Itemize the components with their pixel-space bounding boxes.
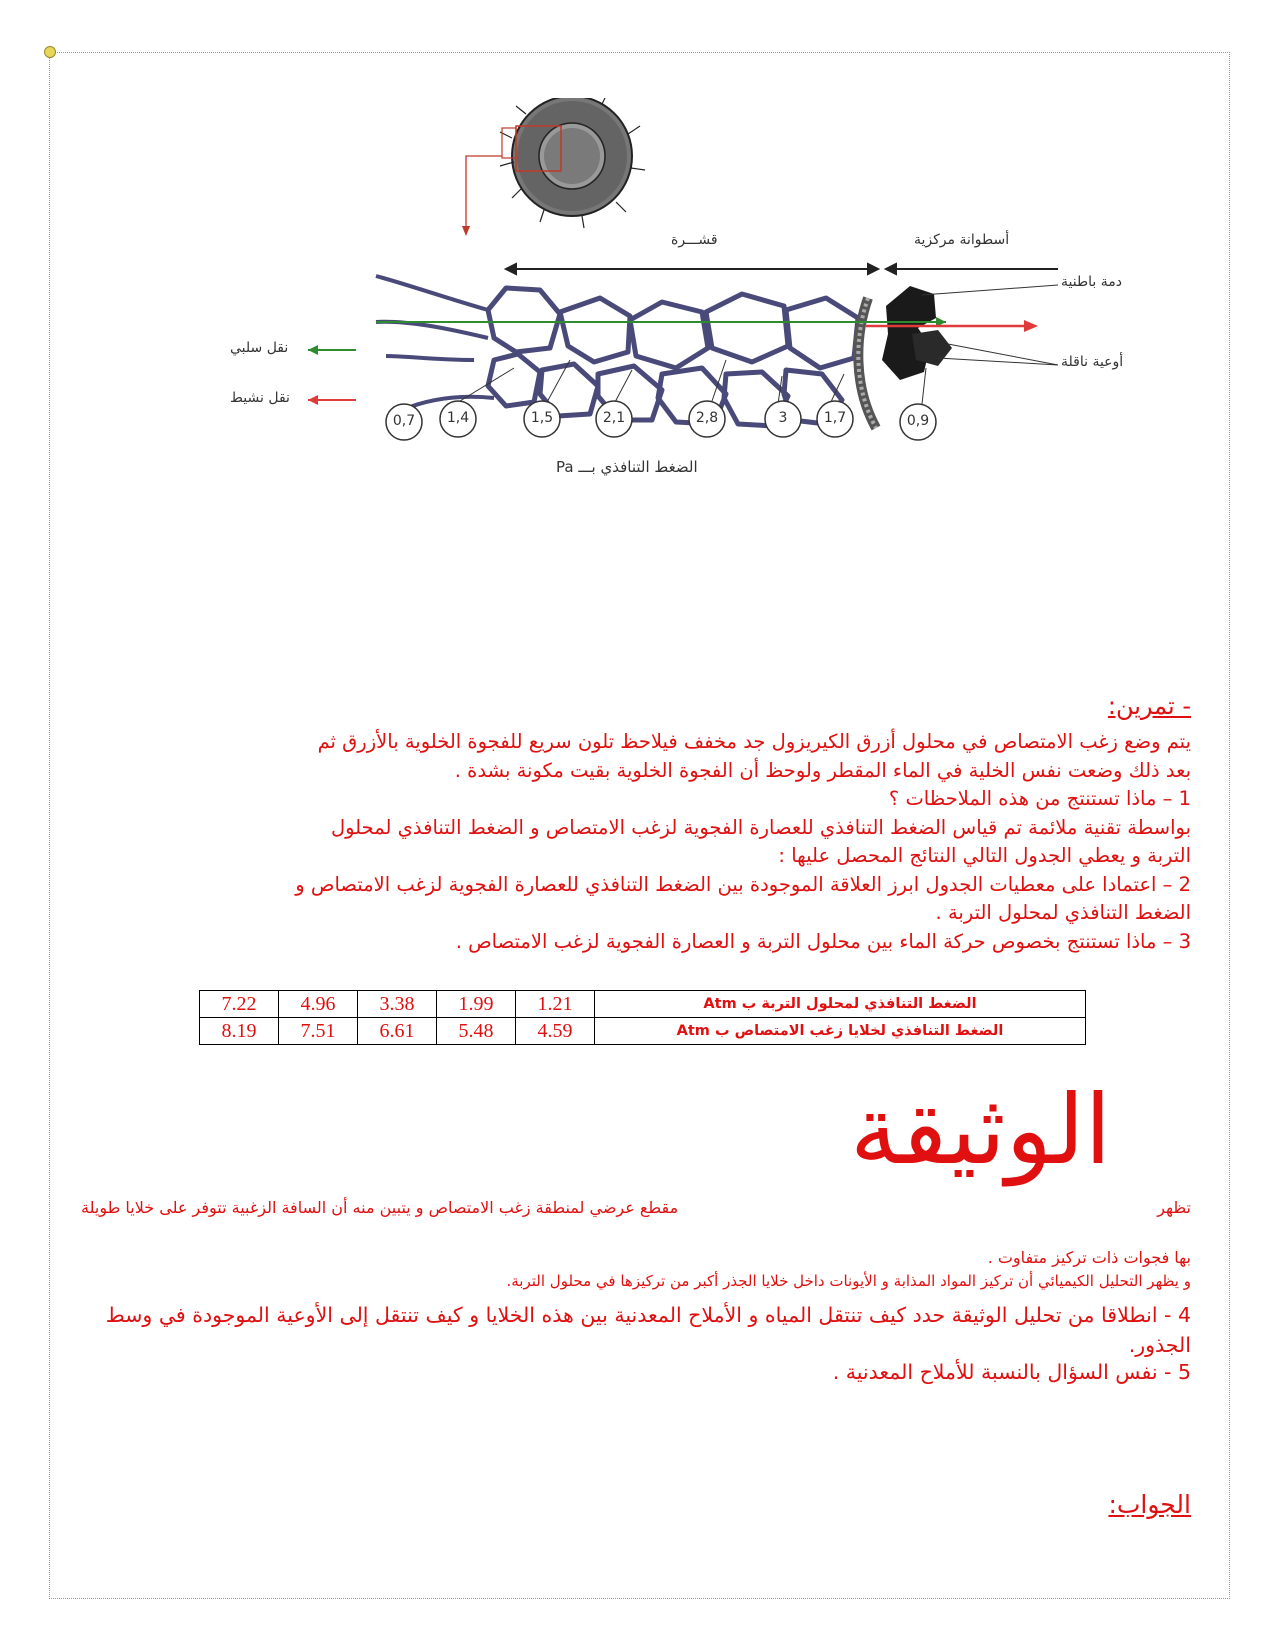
exercise-line: بواسطة تقنية ملائمة تم قياس الضغط التنافذي للعصارة الفجوية لزغب الامتصاص و الضغط التنافذي لمحلول xyxy=(330,815,1191,839)
question-5: 5 - نفس السؤال بالنسبة للأملاح المعدنية . xyxy=(832,1360,1191,1384)
legend-passive-arrow-icon xyxy=(308,345,318,355)
exercise-line: 1 – ماذا تستنتج من هذه الملاحظات ؟ xyxy=(888,787,1191,810)
table-cell: 6.61 xyxy=(358,1018,437,1045)
table-cell: 4.59 xyxy=(516,1018,595,1045)
pressure-value: 3 xyxy=(778,410,788,426)
table-cell: 3.38 xyxy=(358,991,437,1018)
table-row-header: الضغط التنافذي لمحلول التربة ب Atm xyxy=(595,991,1086,1018)
zoom-arrow-icon xyxy=(462,226,470,236)
pressure-value: 2,8 xyxy=(695,410,719,426)
document-line: و يظهر التحليل الكيميائي أن تركيز المواد المذابة و الأيونات داخل خلايا الجذر أكبر من تركيزها في محلول التربة. xyxy=(506,1272,1191,1290)
document-intro-word: تظهر xyxy=(1157,1198,1191,1217)
root-cross-section-figure xyxy=(226,98,1124,508)
table-row xyxy=(200,991,1086,1018)
table-cell: 1.99 xyxy=(437,991,516,1018)
pressure-value: 1,7 xyxy=(823,410,847,426)
table-cell: 7.22 xyxy=(200,991,279,1018)
document-intro-line xyxy=(81,1198,1191,1217)
legend-passive-label: نقل سلبي xyxy=(230,340,289,356)
table-row-header: الضغط التنافذي لخلايا زغب الامتصاص ب Atm xyxy=(595,1018,1086,1045)
exercise-line: 2 – اعتمادا على معطيات الجدول ابرز العلاقة الموجودة بين الضغط التنافذي للعصارة الفجوية لزغب الامتصاص و xyxy=(295,872,1191,896)
label-endodermis: دمة باطنية xyxy=(1061,274,1122,290)
zoom-connector xyxy=(466,156,502,233)
pressure-value: 1,4 xyxy=(446,410,470,426)
table-cell: 7.51 xyxy=(279,1018,358,1045)
exercise-line: يتم وضع زغب الامتصاص في محلول أزرق الكيريزول جد مخفف فيلاحظ تلون سريع للفجوة الخلوية بالأزرق ثم xyxy=(317,730,1191,753)
table-cell: 4.96 xyxy=(279,991,358,1018)
exercise-line: التربة و يعطي الجدول التالي النتائج المحصل عليها : xyxy=(778,844,1191,867)
label-central-cylinder: أسطوانة مركزية xyxy=(914,232,1010,248)
root-cross-section-circle xyxy=(500,98,645,228)
dimension-arrows xyxy=(506,264,1058,274)
label-cortex: قشـــرة xyxy=(671,232,718,248)
label-conducting-vessels: أوعية ناقلة xyxy=(1061,354,1124,370)
answer-title: الجواب: xyxy=(1108,1490,1191,1519)
exercise-line: 3 – ماذا تستنتج بخصوص حركة الماء بين محلول التربة و العصارة الفجوية لزغب الامتصاص . xyxy=(455,929,1191,953)
table-cell: 8.19 xyxy=(200,1018,279,1045)
legend-active-arrow-icon xyxy=(308,395,318,405)
document-intro-text: مقطع عرضي لمنطقة زغب الامتصاص و يتبين منه أن السافة الزغبية تتوفر على خلايا طويلة xyxy=(81,1198,679,1217)
legend-active-label: نقل نشيط xyxy=(230,390,290,406)
document-title: الوثيقة xyxy=(850,1074,1112,1186)
exercise-title: - تمرين: xyxy=(1107,692,1191,720)
pressure-value: 0,9 xyxy=(906,413,930,429)
pressure-value: 2,1 xyxy=(602,410,626,426)
endodermis-band xyxy=(858,298,876,428)
exercise-line: بعد ذلك وضعت نفس الخلية في الماء المقطر ولوحظ أن الفجوة الخلوية بقيت مكونة بشدة . xyxy=(454,758,1191,782)
question-4: 4 - انطلاقا من تحليل الوثيقة حدد كيف تنتقل المياه و الأملاح المعدنية بين هذه الخلايا و كيف تنتقل إلى الأوعية الموجودة في وسط الجذور. xyxy=(105,1303,1191,1357)
pressure-value: 1,5 xyxy=(530,410,554,426)
table-cell: 1.21 xyxy=(516,991,595,1018)
document-line: بها فجوات ذات تركيز متفاوت . xyxy=(987,1248,1191,1267)
anchor-marker-icon xyxy=(44,46,56,58)
central-vessels xyxy=(882,286,952,380)
pressure-value: 0,7 xyxy=(392,413,416,429)
table-cell: 5.48 xyxy=(437,1018,516,1045)
figure-caption: الضغط التنافذي بـــ Pa xyxy=(556,458,698,476)
table-row xyxy=(200,1018,1086,1045)
active-arrowhead-icon xyxy=(1024,320,1038,332)
osmotic-pressure-table xyxy=(199,990,1086,1045)
exercise-text xyxy=(81,728,1191,956)
exercise-line: الضغط التنافذي لمحلول التربة . xyxy=(935,901,1191,924)
root-hair-cell xyxy=(376,276,494,410)
root-diagram-svg xyxy=(226,98,1114,508)
